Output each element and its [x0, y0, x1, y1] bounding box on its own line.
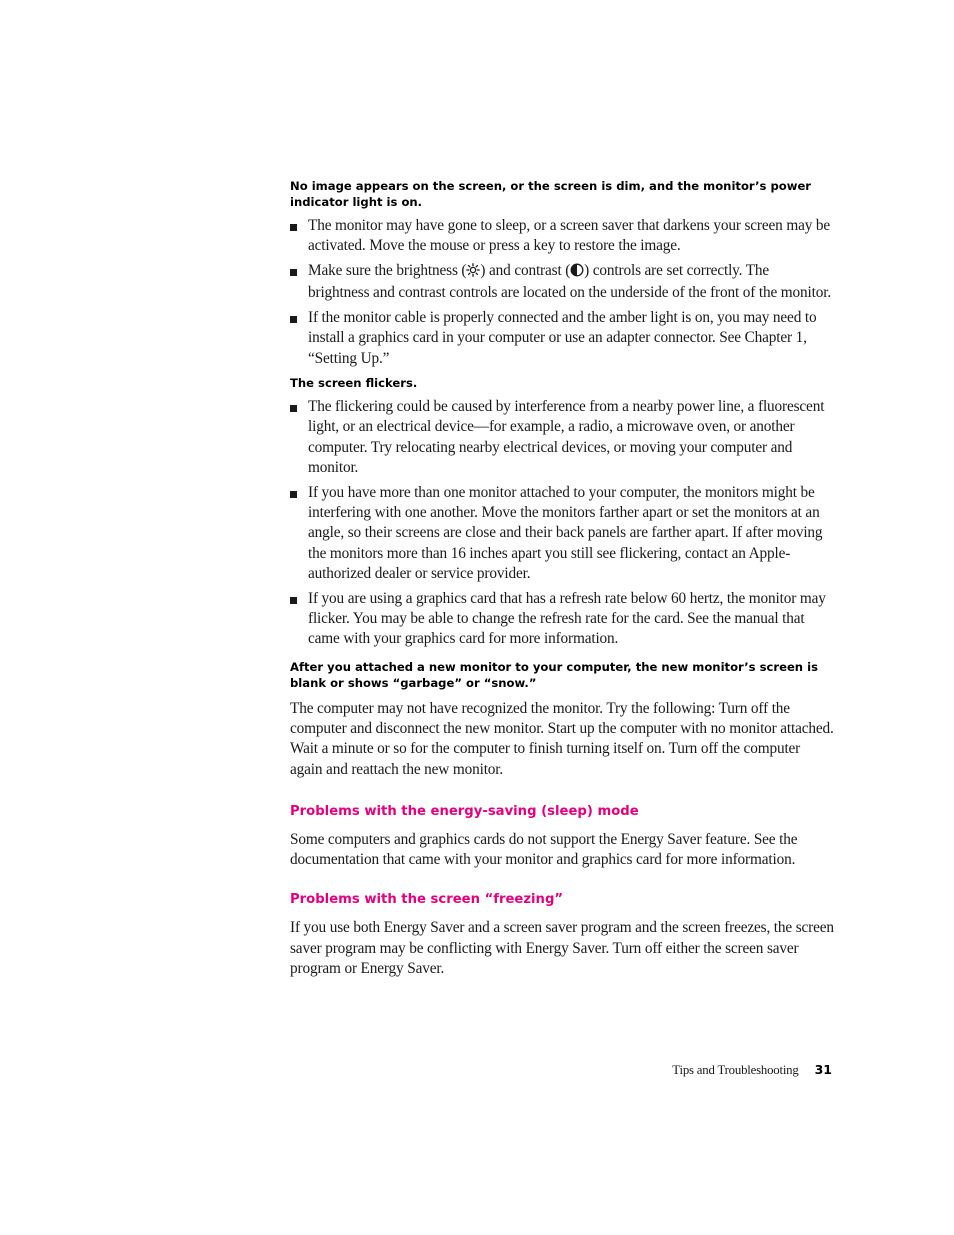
bullet-text-part: Make sure the brightness ( — [308, 262, 467, 280]
new-monitor-heading: After you attached a new monitor to your computer, the new monitor’s screen is blank or shows “garbage” or “snow.” — [290, 659, 818, 690]
list-item — [290, 308, 834, 369]
bullet-square-icon — [290, 405, 297, 412]
chapter-title: Tips and Troubleshooting — [672, 1063, 799, 1077]
bullet-square-icon — [290, 597, 297, 604]
bullet-square-icon — [290, 269, 297, 276]
list-item — [290, 589, 834, 650]
bullet-square-icon — [290, 491, 297, 498]
bullet-text: The monitor may have gone to sleep, or a screen saver that darkens your screen may be activated. Move the mouse or press a key to restore the image. — [308, 217, 831, 255]
list-item — [290, 216, 834, 257]
contrast-icon — [570, 263, 584, 283]
no-image-heading: No image appears on the screen, or the screen is dim, and the monitor’s power indicator light is on. — [290, 179, 812, 209]
flicker-bullet-list — [290, 397, 834, 650]
list-item — [290, 261, 834, 304]
bullet-text-part: ) and contrast ( — [480, 262, 571, 280]
bullet-square-icon — [290, 224, 297, 231]
screen-freezing-body: If you use both Energy Saver and a screen saver program and the screen freezes, the screen saver program may be conflicting with Energy Saver. Turn off either the screen saver program or Energy Saver. — [290, 919, 834, 978]
screen-freezing-heading: Problems with the screen “freezing” — [290, 892, 564, 908]
bullet-text-part: ) controls are set correctly. The brightness and contrast controls are located on the underside of the front of the monitor. — [308, 262, 832, 302]
page-content — [290, 178, 834, 979]
sleep-mode-body: Some computers and graphics cards do not support the Energy Saver feature. See the documentation that came with your monitor and graphics card for more information. — [290, 830, 798, 869]
no-image-bullet-list — [290, 216, 834, 369]
bullet-text: If the monitor cable is properly connected and the amber light is on, you may need to install a graphics card in your computer or use an adapter connector. See Chapter 1, “Setting Up.” — [308, 309, 817, 367]
page-footer — [672, 1061, 832, 1079]
brightness-icon — [466, 263, 480, 283]
page-number: 31 — [814, 1062, 832, 1077]
sleep-mode-heading: Problems with the energy-saving (sleep) mode — [290, 803, 639, 819]
new-monitor-body: The computer may not have recognized the monitor. Try the following: Turn off the computer and disconnect the new monitor. Start up the computer with no monitor attached. Wait a minute or so for the computer to finish turning itself on. Turn off the computer again and reattach the new monitor. — [290, 699, 834, 778]
bullet-text: If you have more than one monitor attached to your computer, the monitors might be interfering with one another. Move the monitors farther apart or set the monitors at an angle, so their screens are close and their back panels are farther apart. If after moving the monitors more than 16 inches apart you still see flickering, contact an Apple-authorized dealer or service provider. — [308, 483, 823, 582]
bullet-text: The flickering could be caused by interference from a nearby power line, a fluorescent light, or an electrical device—for example, a radio, a microwave oven, or another computer. Try relocating nearby electrical devices, or moving your computer and monitor. — [308, 398, 825, 476]
list-item — [290, 483, 834, 584]
bullet-square-icon — [290, 316, 297, 323]
list-item — [290, 397, 834, 478]
bullet-text: If you are using a graphics card that has a refresh rate below 60 hertz, the monitor may flicker. You may be able to change the refresh rate for the card. See the manual that came with your graphics card for more information. — [308, 589, 826, 648]
flicker-heading: The screen flickers. — [290, 376, 418, 391]
